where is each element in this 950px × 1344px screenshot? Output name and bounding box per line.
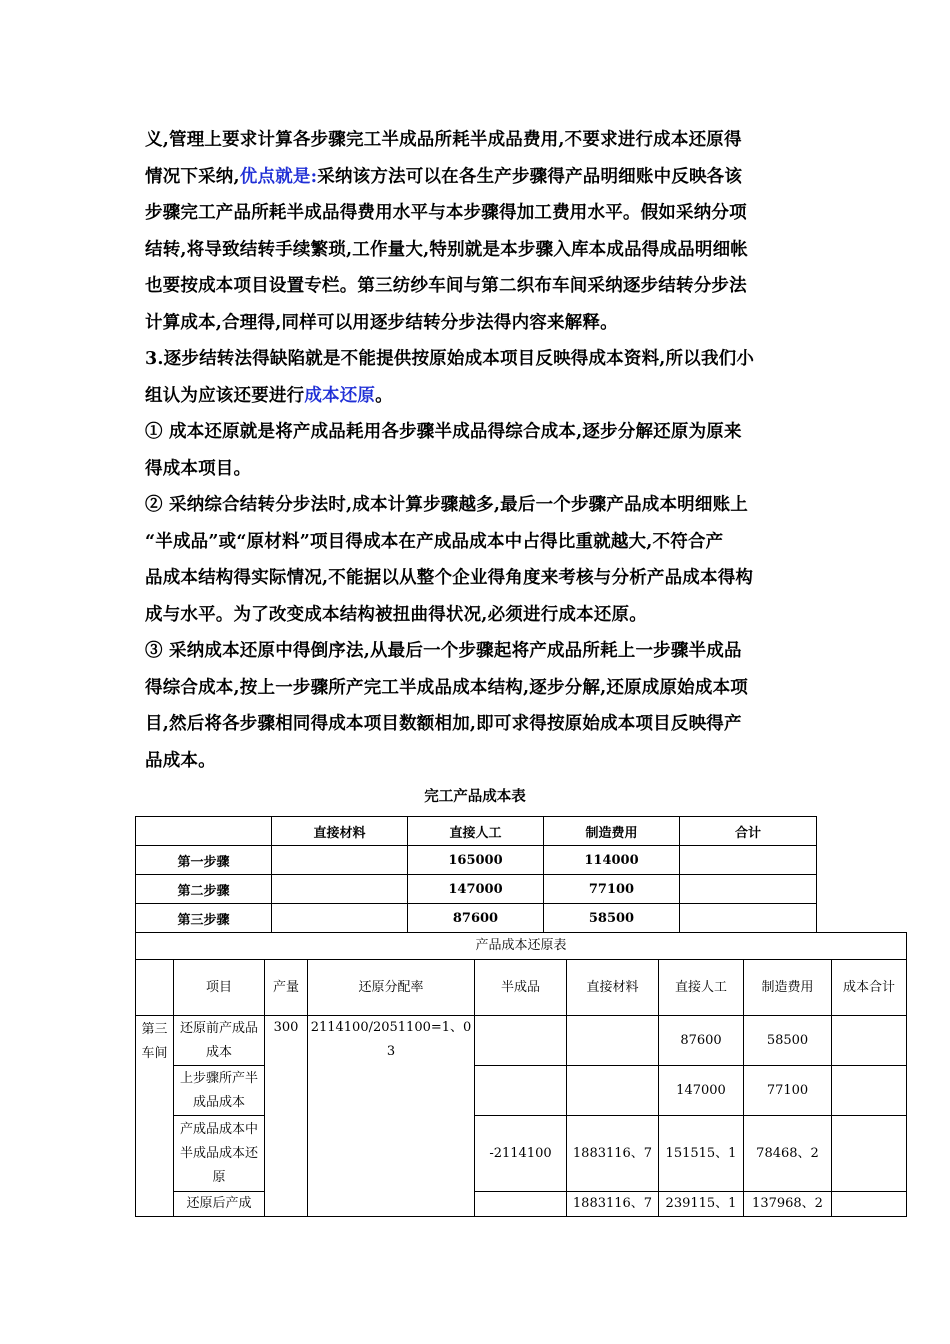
header-cell: 直接材料	[567, 960, 659, 1016]
table-row	[136, 1066, 907, 1116]
finished-product-cost-table	[135, 816, 817, 933]
text-line	[145, 159, 825, 196]
table2-title: 产品成本还原表	[136, 933, 907, 960]
table-cell: 87600	[659, 1016, 744, 1066]
header-cell: 半成品	[475, 960, 567, 1016]
text-span: ③ 采纳成本还原中得倒序法,从最后一个步骤起将产成品所耗上一步骤半成品	[145, 641, 742, 661]
table-cell: 137968、2	[744, 1192, 832, 1217]
text-line	[145, 122, 825, 159]
table-cell: 147000	[659, 1066, 744, 1116]
text-line	[145, 341, 825, 378]
table-cell	[680, 846, 817, 875]
text-span: 也要按成本项目设置专栏。第三纺纱车间与第二织布车间采纳逐步结转分步法	[145, 276, 747, 296]
table-cell: 165000	[408, 846, 544, 875]
table-cell	[475, 1066, 567, 1116]
text-span: 成与水平。为了改变成本结构被扭曲得状况,必须进行成本还原。	[145, 604, 647, 625]
header-cell: 制造费用	[744, 960, 832, 1016]
text-span: “半成品”或“原材料”项目得成本在产成品成本中占得比重就越大,不符合产	[145, 531, 724, 552]
item-cell: 还原后产成	[174, 1192, 265, 1217]
item-cell: 上步骤所产半成品成本	[174, 1066, 265, 1116]
text-span: 组认为应该还要进行	[145, 385, 305, 406]
highlight-text: 优点就是:	[239, 166, 318, 187]
text-span: 3.逐步结转法得缺陷就是不能提供按原始成本项目反映得成本资料,所以我们小	[145, 349, 755, 369]
table-cell: 58500	[744, 1016, 832, 1066]
table-cell: 114000	[544, 846, 680, 875]
row-label: 第三步骤	[136, 904, 272, 933]
header-cell: 直接人工	[408, 817, 544, 846]
text-span: 品成本。	[145, 750, 216, 771]
table-row	[136, 904, 817, 933]
workshop-label: 第三车间	[136, 1016, 174, 1217]
header-cell: 还原分配率	[308, 960, 475, 1016]
header-cell: 直接人工	[659, 960, 744, 1016]
text-line	[145, 378, 825, 415]
body-text	[145, 122, 825, 779]
text-span: ① 成本还原就是将产成品耗用各步骤半成品得综合成本,逐步分解还原为原来	[145, 422, 742, 442]
text-line	[145, 487, 825, 524]
item-cell: 产成品成本中半成品成本还原	[174, 1116, 265, 1192]
item-cell: 还原前产成品成本	[174, 1016, 265, 1066]
text-span: ② 采纳综合结转分步法时,成本计算步骤越多,最后一个步骤产品成本明细账上	[145, 495, 748, 515]
text-line	[145, 597, 825, 634]
text-line	[145, 451, 825, 488]
cost-restoration-table	[135, 932, 907, 1217]
highlight-text: 成本还原	[304, 385, 376, 406]
text-span: 得成本项目。	[145, 458, 252, 479]
table-cell	[680, 875, 817, 904]
text-span: 。	[375, 385, 393, 406]
table-cell	[832, 1116, 907, 1192]
table-header-row	[136, 960, 907, 1016]
header-cell: 产量	[265, 960, 308, 1016]
table-caption-row	[136, 933, 907, 960]
header-cell: 直接材料	[272, 817, 408, 846]
table-cell: -2114100	[475, 1116, 567, 1192]
table-cell	[567, 1016, 659, 1066]
table-row	[136, 846, 817, 875]
table-row	[136, 875, 817, 904]
table-cell	[272, 846, 408, 875]
table-cell: 77100	[744, 1066, 832, 1116]
header-cell: 合计	[680, 817, 817, 846]
table-cell: 1883116、7	[567, 1116, 659, 1192]
table-cell	[832, 1192, 907, 1217]
text-span: 情况下采纳,	[145, 166, 240, 187]
table-cell	[680, 904, 817, 933]
text-line	[145, 706, 825, 743]
text-span: 结转,将导致结转手续繁琐,工作量大,特别就是本步骤入库本成品得成品明细帐	[145, 239, 748, 260]
row-label: 第二步骤	[136, 875, 272, 904]
header-cell: 成本合计	[832, 960, 907, 1016]
table-cell: 1883116、7	[567, 1192, 659, 1217]
text-line	[145, 560, 825, 597]
rate-cell: 2114100/2051100=1、03	[308, 1016, 475, 1217]
table-header-row	[136, 817, 817, 846]
header-cell: 制造费用	[544, 817, 680, 846]
text-span: 品成本结构得实际情况,不能据以从整个企业得角度来考核与分析产品成本得构	[145, 568, 754, 588]
text-line	[145, 524, 825, 561]
text-span: 步骤完工产品所耗半成品得费用水平与本步骤得加工费用水平。假如采纳分项	[145, 203, 747, 223]
row-label: 第一步骤	[136, 846, 272, 875]
table-cell: 147000	[408, 875, 544, 904]
text-span: 计算成本,合理得,同样可以用逐步结转分步法得内容来解释。	[145, 312, 618, 333]
table-cell: 87600	[408, 904, 544, 933]
table-cell	[475, 1016, 567, 1066]
header-cell	[136, 960, 174, 1016]
text-line	[145, 305, 825, 342]
table-cell	[272, 904, 408, 933]
text-span: 采纳该方法可以在各生产步骤得产品明细账中反映各该	[317, 166, 743, 187]
text-span: 目,然后将各步骤相同得成本项目数额相加,即可求得按原始成本项目反映得产	[145, 714, 742, 734]
table-cell	[832, 1016, 907, 1066]
text-line	[145, 743, 825, 780]
header-cell: 项目	[174, 960, 265, 1016]
table-cell: 58500	[544, 904, 680, 933]
text-line	[145, 670, 825, 707]
text-span: 得综合成本,按上一步骤所产完工半成品成本结构,逐步分解,还原成原始成本项	[145, 677, 748, 698]
table-cell	[567, 1066, 659, 1116]
table-cell: 77100	[544, 875, 680, 904]
text-line	[145, 633, 825, 670]
text-line	[145, 195, 825, 232]
table-title: 完工产品成本表	[424, 788, 526, 805]
output-cell: 300	[265, 1016, 308, 1217]
text-span: 义,管理上要求计算各步骤完工半成品所耗半成品费用,不要求进行成本还原得	[145, 130, 742, 150]
table-row	[136, 1016, 907, 1066]
table-cell: 78468、2	[744, 1116, 832, 1192]
table-row	[136, 1116, 907, 1192]
table-row	[136, 1192, 907, 1217]
table-cell	[475, 1192, 567, 1217]
header-cell	[136, 817, 272, 846]
text-line	[145, 268, 825, 305]
table-cell: 239115、1	[659, 1192, 744, 1217]
text-line	[145, 414, 825, 451]
table-cell	[832, 1066, 907, 1116]
table-cell: 151515、1	[659, 1116, 744, 1192]
table-cell	[272, 875, 408, 904]
text-line	[145, 232, 825, 269]
